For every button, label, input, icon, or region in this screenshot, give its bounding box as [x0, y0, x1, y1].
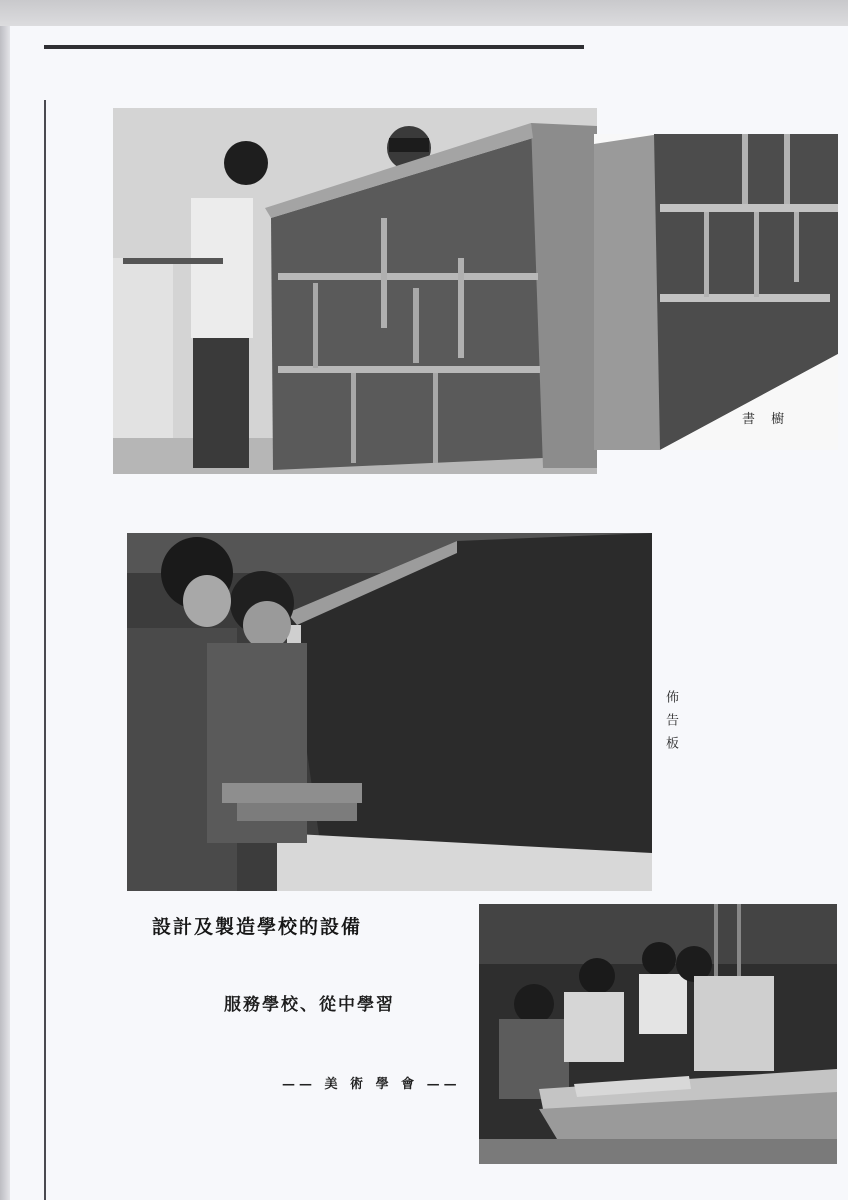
bookcase-caption: 書 櫥: [742, 412, 791, 427]
margin-rule: [44, 100, 46, 1200]
bookcase-side-photo: [594, 134, 838, 450]
binding-edge: [0, 26, 10, 1200]
page-subtitle: 服務學校、從中學習: [224, 995, 395, 1015]
bookcase-photo: [113, 108, 597, 474]
credit-line: —— 美 術 學 會 ——: [282, 1077, 461, 1092]
floor-work-photo: [479, 904, 837, 1164]
bulletin-board-caption: 佈告板: [663, 690, 678, 759]
bulletin-board-photo: [127, 533, 652, 891]
page-title: 設計及製造學校的設備: [152, 916, 363, 938]
scanner-top-band: [0, 0, 848, 26]
header-rule: [44, 45, 584, 49]
